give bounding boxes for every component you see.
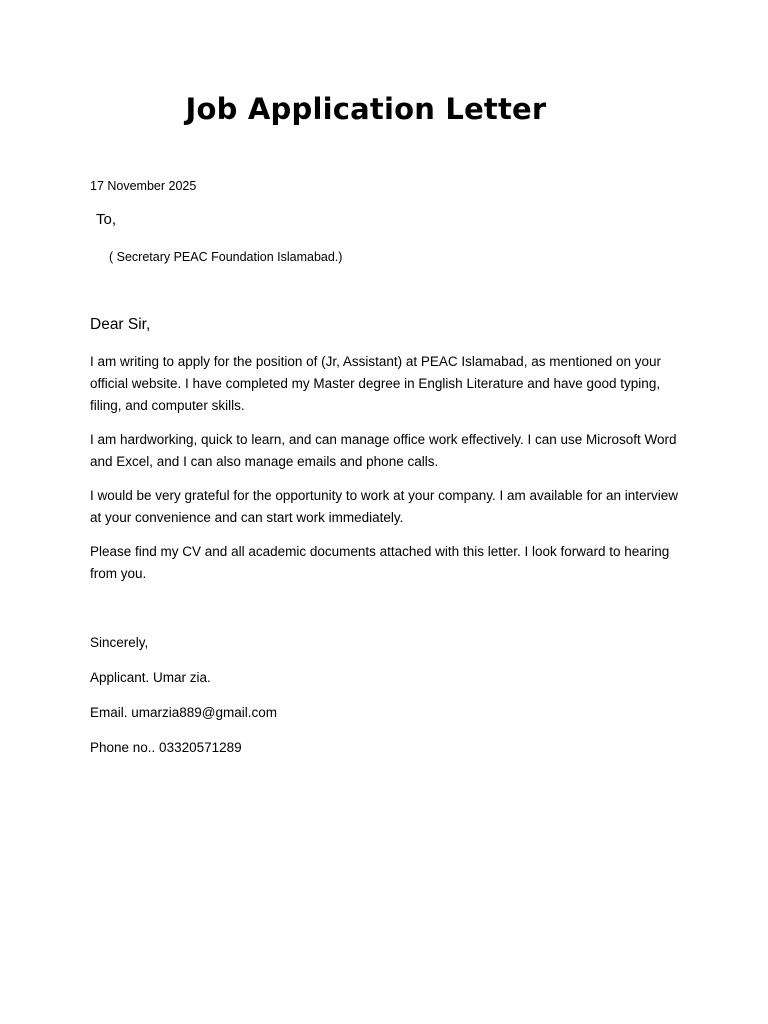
body-paragraph-3: I would be very grateful for the opportunity to work at your company. I am available for an interview at your convenience and can start work immediately.: [90, 488, 679, 525]
letter-date: 17 November 2025: [90, 179, 197, 193]
body-paragraph-1: I am writing to apply for the position of (Jr, Assistant) at PEAC Islamabad, as mentioned on your official website. I have completed my Master degree in English Literature and have good typing, filing, and computer skills.: [90, 354, 662, 413]
applicant-name: Applicant. Umar zia.: [90, 670, 211, 685]
applicant-phone: Phone no.. 03320571289: [90, 740, 242, 755]
applicant-email: Email. umarzia889@gmail.com: [90, 705, 278, 720]
salutation: Dear Sir,: [90, 316, 151, 333]
document-title: Job Application Letter: [185, 92, 547, 126]
body-paragraph-4: Please find my CV and all academic documents attached with this letter. I look forward to hearing from you.: [90, 544, 670, 581]
body-paragraph-2: I am hardworking, quick to learn, and can manage office work effectively. I can use Microsoft Word and Excel, and I can also manage emails and phone calls.: [90, 432, 677, 469]
recipient-line: ( Secretary PEAC Foundation Islamabad.): [109, 250, 343, 264]
closing-line: Sincerely,: [90, 635, 149, 650]
to-label: To,: [96, 211, 117, 228]
